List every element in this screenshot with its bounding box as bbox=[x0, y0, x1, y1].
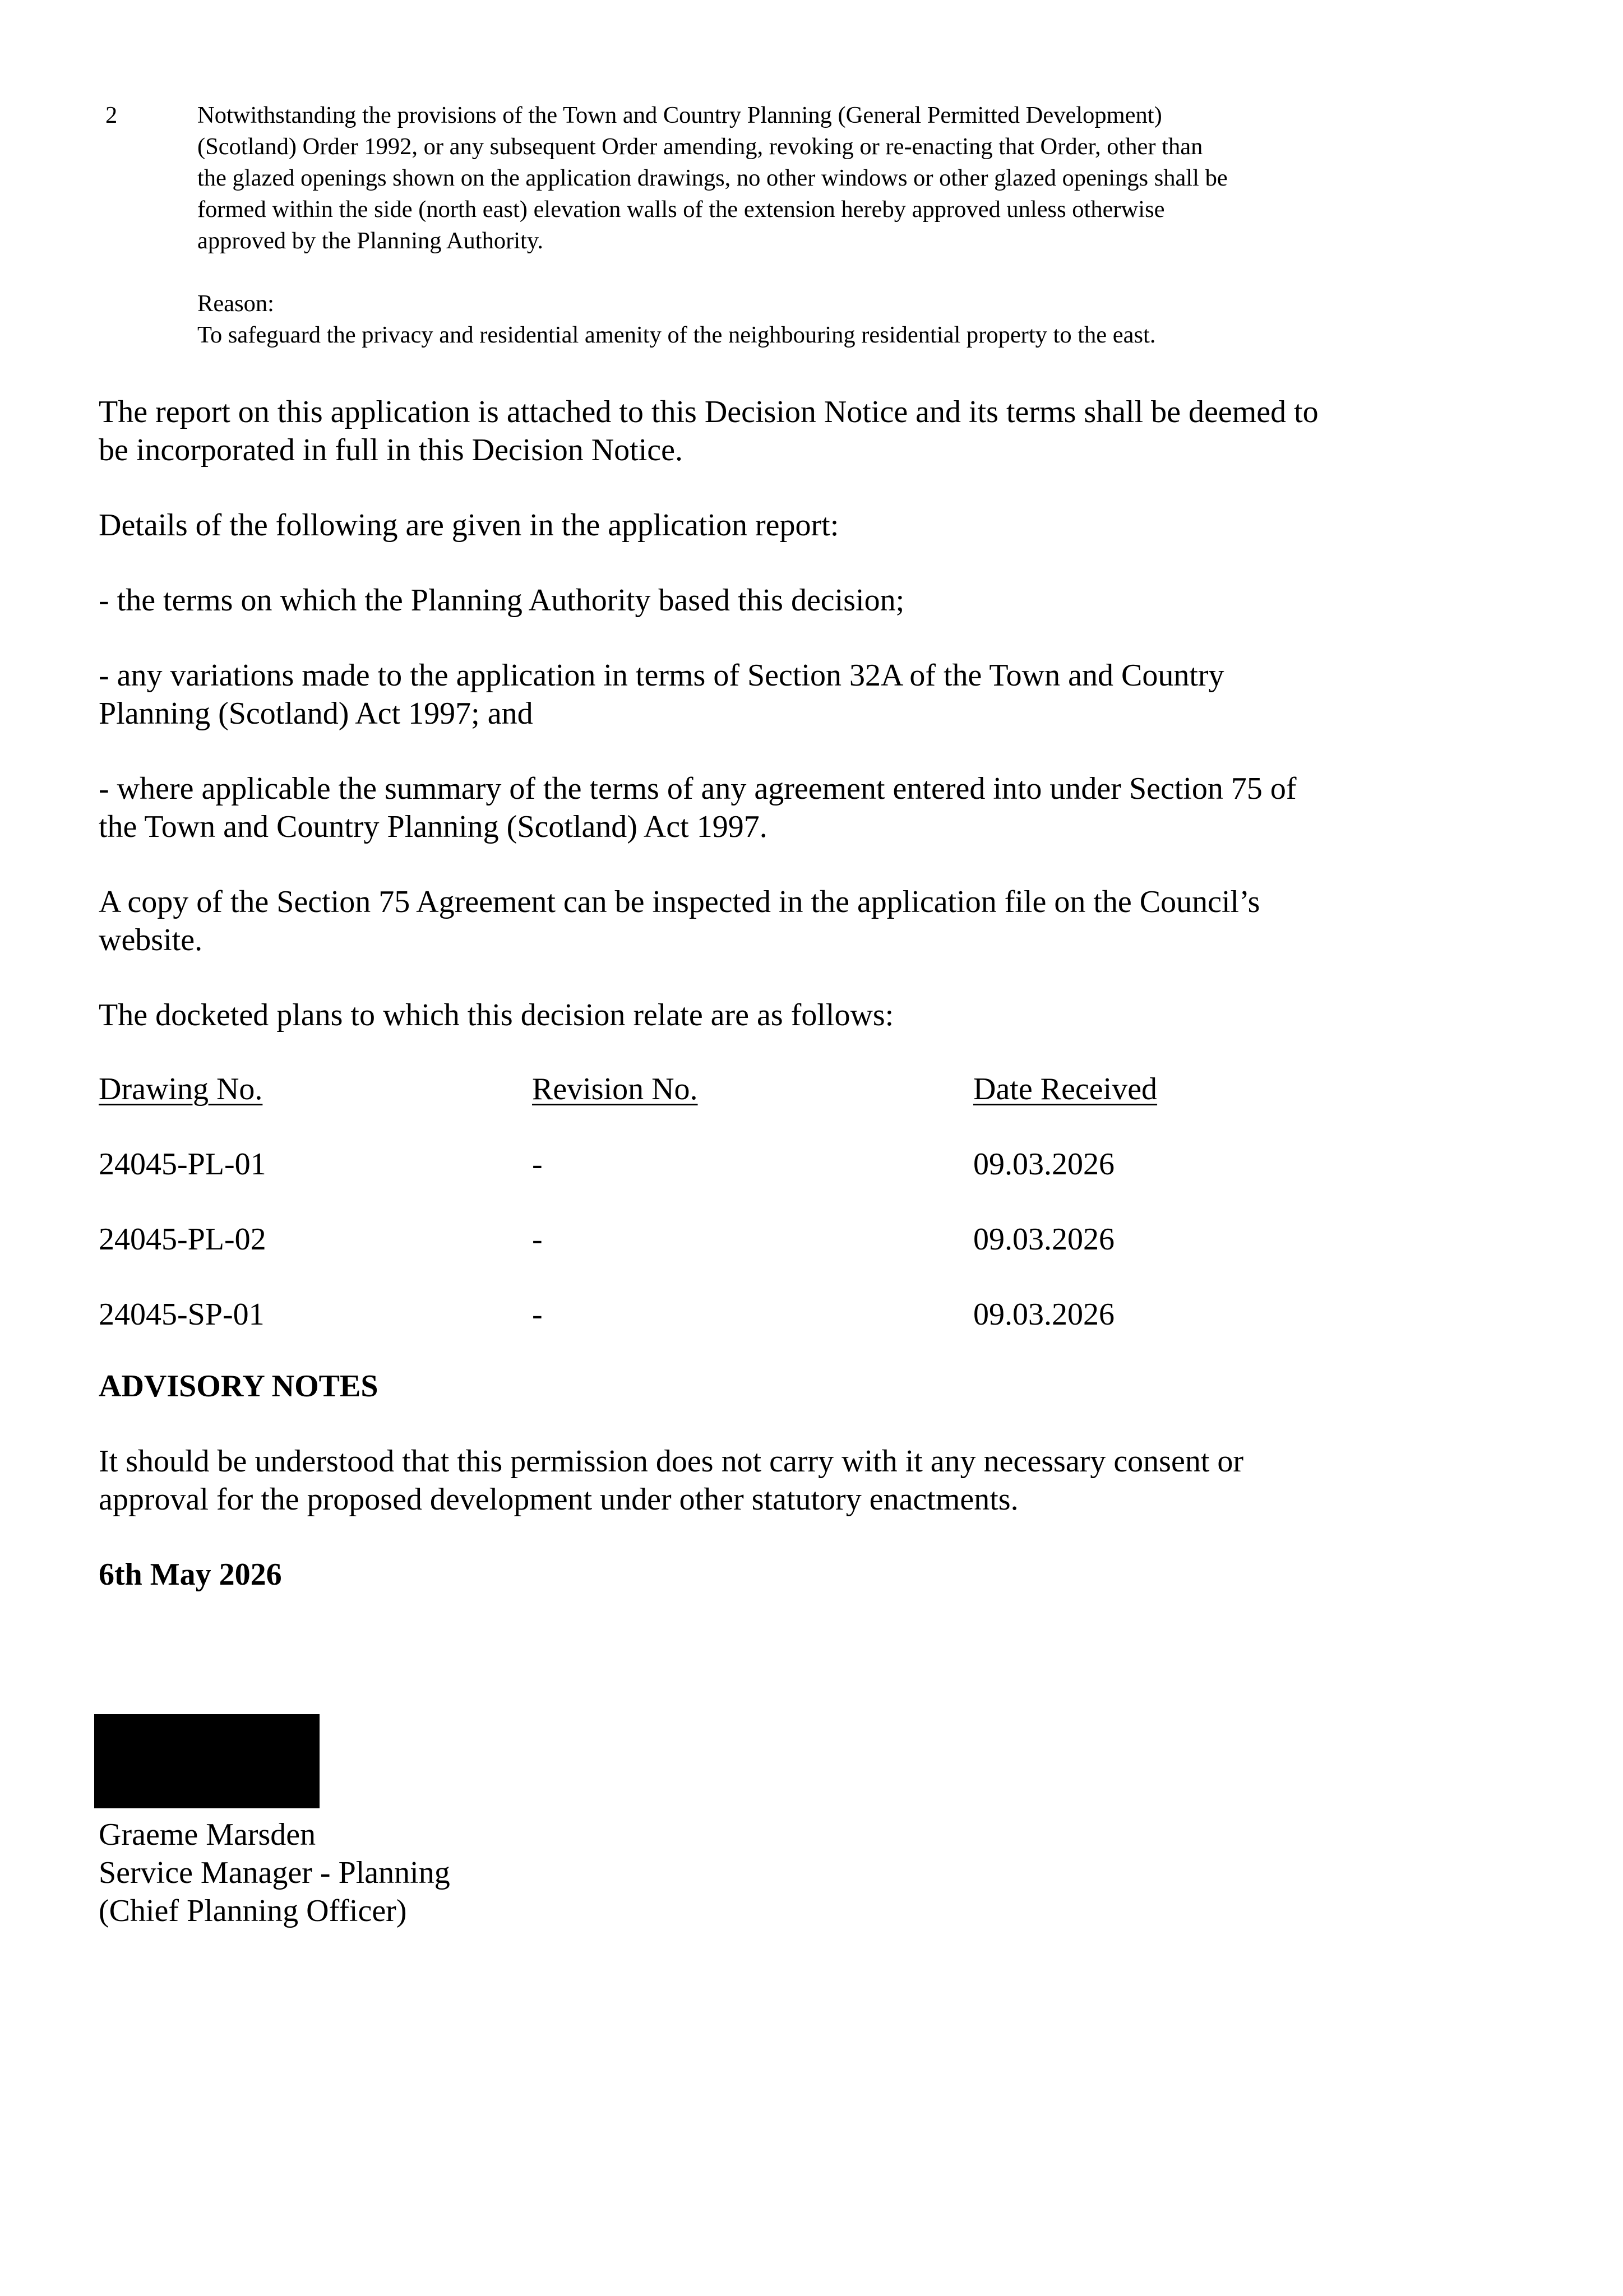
report-paragraph bbox=[99, 393, 1444, 469]
condition-reason bbox=[197, 288, 1389, 351]
condition-line: the glazed openings shown on the application drawings, no other windows or other glazed openings shall be bbox=[197, 165, 1228, 191]
reason-text: To safeguard the privacy and residential amenity of the neighbouring residential property to the east. bbox=[197, 322, 1156, 348]
table-row bbox=[99, 1295, 1444, 1371]
condition-line: Notwithstanding the provisions of the Town and Country Planning (General Permitted Development) bbox=[197, 102, 1162, 128]
agreement-copy-paragraph bbox=[99, 883, 1444, 959]
advisory-line: approval for the proposed development under other statutory enactments. bbox=[99, 1482, 1019, 1517]
details-item-terms: - the terms on which the Planning Authority based this decision; bbox=[99, 583, 905, 618]
redacted-signature bbox=[94, 1714, 320, 1808]
signatory-block bbox=[99, 1816, 450, 1930]
revision-no-cell: - bbox=[532, 1222, 543, 1257]
date-received-cell: 09.03.2026 bbox=[973, 1222, 1115, 1257]
notice-body bbox=[99, 393, 1444, 1631]
details-line: - any variations made to the application in terms of Section 32A of the Town and Country bbox=[99, 658, 1224, 693]
signatory-title: Service Manager - Planning bbox=[99, 1855, 450, 1890]
details-intro: Details of the following are given in the application report: bbox=[99, 508, 839, 543]
condition-number: 2 bbox=[105, 102, 118, 128]
details-line: - where applicable the summary of the terms of any agreement entered into under Section 75 of bbox=[99, 771, 1297, 806]
docketed-plans-table bbox=[99, 1070, 1444, 1367]
date-signed: 6th May 2026 bbox=[99, 1557, 282, 1592]
report-line: be incorporated in full in this Decision Notice. bbox=[99, 433, 683, 467]
drawing-no-cell: 24045-PL-01 bbox=[99, 1147, 266, 1182]
details-item-agreement bbox=[99, 770, 1444, 846]
report-line: The report on this application is attached to this Decision Notice and its terms shall be deemed to bbox=[99, 395, 1319, 429]
plans-intro: The docketed plans to which this decision relate are as follows: bbox=[99, 998, 894, 1033]
revision-no-cell: - bbox=[532, 1147, 543, 1182]
reason-label: Reason: bbox=[197, 290, 274, 317]
condition-line: formed within the side (north east) elevation walls of the extension hereby approved unless otherwise bbox=[197, 196, 1165, 223]
advisory-note-paragraph bbox=[99, 1442, 1444, 1519]
advisory-line: It should be understood that this permission does not carry with it any necessary consent or bbox=[99, 1444, 1244, 1479]
drawing-no-cell: 24045-SP-01 bbox=[99, 1297, 265, 1332]
details-item-variations bbox=[99, 656, 1444, 733]
table-row bbox=[99, 1220, 1444, 1295]
column-header-drawing-no: Drawing No. bbox=[99, 1072, 263, 1107]
agreement-line: website. bbox=[99, 923, 203, 957]
date-received-cell: 09.03.2026 bbox=[973, 1147, 1115, 1182]
column-header-revision-no: Revision No. bbox=[532, 1072, 698, 1107]
drawing-no-cell: 24045-PL-02 bbox=[99, 1222, 266, 1257]
table-header-row bbox=[99, 1070, 1444, 1145]
condition-line: (Scotland) Order 1992, or any subsequent Order amending, revoking or re-enacting that Order, other than bbox=[197, 133, 1203, 160]
table-row bbox=[99, 1145, 1444, 1220]
condition-2 bbox=[100, 100, 1389, 351]
date-received-cell: 09.03.2026 bbox=[973, 1297, 1115, 1332]
revision-no-cell: - bbox=[532, 1297, 543, 1332]
condition-text bbox=[197, 100, 1389, 351]
condition-line: approved by the Planning Authority. bbox=[197, 228, 543, 254]
details-line: the Town and Country Planning (Scotland) Act 1997. bbox=[99, 809, 767, 844]
details-line: Planning (Scotland) Act 1997; and bbox=[99, 696, 533, 731]
signatory-name: Graeme Marsden bbox=[99, 1817, 316, 1852]
advisory-notes-heading: ADVISORY NOTES bbox=[99, 1369, 378, 1404]
signatory-role: (Chief Planning Officer) bbox=[99, 1894, 407, 1928]
column-header-date-received: Date Received bbox=[973, 1072, 1158, 1107]
agreement-line: A copy of the Section 75 Agreement can be inspected in the application file on the Council’s bbox=[99, 885, 1260, 919]
